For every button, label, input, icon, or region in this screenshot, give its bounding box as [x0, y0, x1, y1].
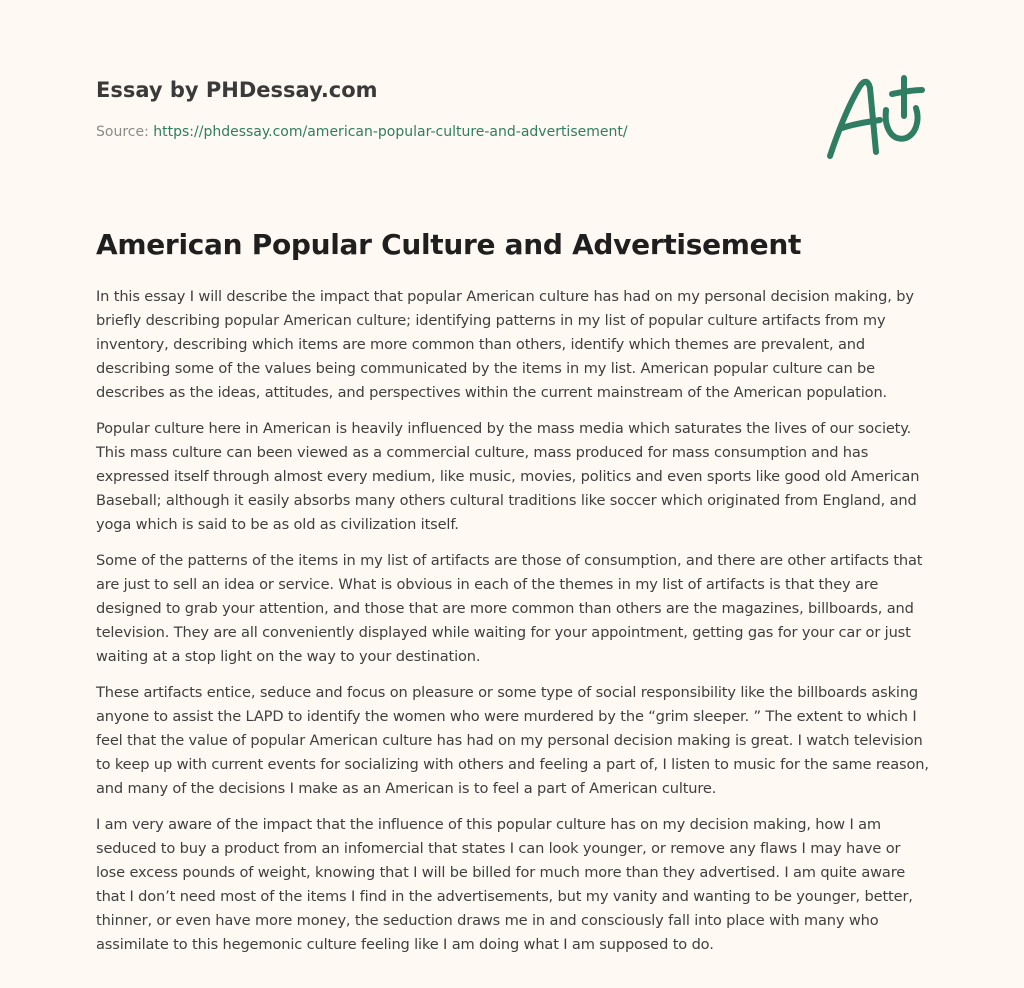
essay-header	[96, 76, 628, 142]
essay-paragraph: Some of the patterns of the items in my list of artifacts are those of consumption, and there are other artifacts that are just to sell an idea or service. What is obvious in each of the themes in my list of artifacts is that they are designed to grab your attention, and those that are more common than others are the magazines, billboards, and television. They are all conveniently displayed while waiting for your appointment, getting gas for your car or just waiting at a stop light on the way to your destination.	[96, 552, 923, 665]
essay-title: American Popular Culture and Advertisement	[96, 228, 802, 261]
essay-paragraph: I am very aware of the impact that the influence of this popular culture has on my decision making, how I am seduced to buy a product from an infomercial that states I can look younger, or remove any flaws I may have or lose excess pounds of weight, knowing that I will be billed for much more than they advertised. I am quite aware that I don’t need most of the items I find in the advertisements, but my vanity and wanting to be younger, better, thinner, or even have more money, the seduction draws me in and consciously fall into place with many who assimilate to this hegemonic culture feeling like I am doing what I am supposed to do.	[96, 816, 913, 953]
source-link[interactable]: https://phdessay.com/american-popular-culture-and-advertisement/	[153, 124, 628, 140]
essay-paragraph: These artifacts entice, seduce and focus on pleasure or some type of social responsibility like the billboards asking anyone to assist the LAPD to identify the women who were murdered by the “grim sleeper. ” The extent to which I feel that the value of popular American culture has had on my personal decision making is great. I watch television to keep up with current events for socializing with others and feeling a part of, I listen to music for the same reason, and many of the decisions I make as an American is to feel a part of American culture.	[96, 684, 929, 797]
essay-body	[96, 285, 932, 969]
source-line	[96, 122, 628, 142]
a-plus-grade-icon	[820, 68, 930, 164]
essay-paragraph: In this essay I will describe the impact that popular American culture has had on my personal decision making, by briefly describing popular American culture; identifying patterns in my list of popular culture artifacts from my inventory, describing which items are more common than others, identify which themes are prevalent, and describing some of the values being communicated by the items in my list. American popular culture can be describes as the ideas, attitudes, and perspectives within the current mainstream of the American population.	[96, 288, 914, 401]
essay-paragraph: Popular culture here in American is heavily influenced by the mass media which saturates the lives of our society. This mass culture can been viewed as a commercial culture, mass produced for mass consumption and has expressed itself through almost every medium, like music, movies, politics and even sports like good old American Baseball; although it easily absorbs many others cultural traditions like soccer which originated from England, and yoga which is said to be as old as civilization itself.	[96, 420, 920, 533]
site-brand: Essay by PHDessay.com	[96, 78, 378, 102]
source-label: Source:	[96, 124, 154, 140]
